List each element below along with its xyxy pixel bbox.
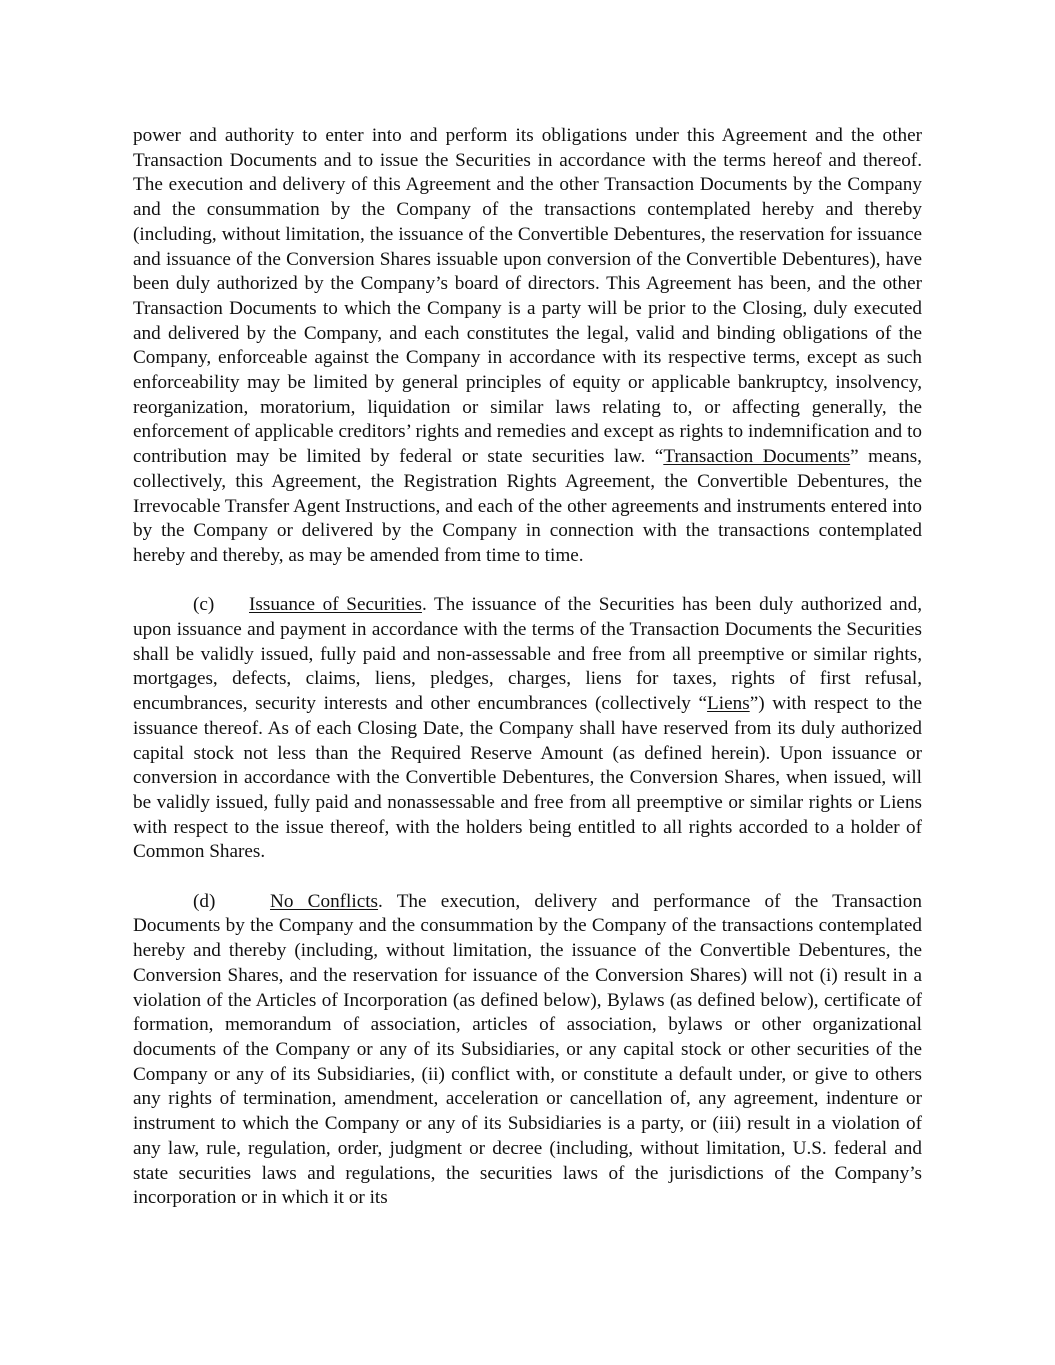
paragraph-c-issuance-of-securities (133, 593, 922, 865)
paragraph-d-no-conflicts (133, 890, 922, 1211)
paragraph-b-continued (133, 124, 922, 569)
document-page (133, 124, 922, 1211)
defined-term-transaction-documents: Transaction Documents (663, 446, 851, 468)
paragraph-text: . The execution, delivery and performance of the Transaction Documents by the Company and the consummation by the Company of the transactions contemplated hereby and thereby (including, without limitation, the issuance of the Convertible Debentures, the Conversion Shares, and the reservation for issuance of the Conversion Shares) will not (i) result in a violation of the Articles of Incorporation (as defined below), Bylaws (as defined below), certificate of formation, memorandum of association, articles of association, bylaws or other organizational documents of the Company or any of its Subsidiaries, or any capital stock or other securities of the Company or any of its Subsidiaries, (ii) conflict with, or constitute a default under, or give to others any rights of termination, amendment, acceleration or cancellation of, any agreement, indenture or instrument to which the Company or any of its Subsidiaries is a party, or (iii) result in a violation of any law, rule, regulation, order, judgment or decree (including, without limitation, U.S. federal and state securities laws and regulations, the securities laws of the jurisdictions of the Company’s incorporation or in which it or its (133, 890, 922, 1209)
defined-term-liens: Liens (707, 693, 750, 715)
paragraph-text-after: ”) with respect to the issuance thereof. As of each Closing Date, the Company shall have reserved from its duly authorized capital stock not less than the Required Reserve Amount (as defined herein). Upon issuance or conversion in accordance with the Convertible Debentures, the Conversion Shares, when issued, will be validly issued, fully paid and nonassessable and free from all preemptive or similar rights or Liens with respect to the issue thereof, with the holders being entitled to all rights accorded to a holder of Common Shares. (133, 693, 922, 863)
section-label: (d) (193, 890, 216, 912)
section-heading: Issuance of Securities (249, 594, 422, 616)
section-label: (c) (193, 594, 215, 616)
paragraph-text: power and authority to enter into and perform its obligations under this Agreement and the other Transaction Documents and to issue the Securities in accordance with the terms hereof and thereof. The execution and delivery of this Agreement and the other Transaction Documents by the Company and the consummation by the Company of the transactions contemplated hereby and thereby (including, without limitation, the issuance of the Convertible Debentures, the reservation for issuance and issuance of the Conversion Shares issuable upon conversion of the Convertible Debentures), have been duly authorized by the Company’s board of directors. This Agreement has been, and the other Transaction Documents to which the Company is a party will be prior to the Closing, duly executed and delivered by the Company, and each constitutes the legal, valid and binding obligations of the Company, enforceable against the Company in accordance with its respective terms, except as such enforceability may be limited by general principles of equity or applicable bankruptcy, insolvency, reorganization, moratorium, liquidation or similar laws relating to, or affecting generally, the enforcement of applicable creditors’ rights and remedies and except as rights to indemnification and to contribution may be limited by federal or state securities law. “ (133, 125, 922, 468)
paragraph-text-after: ” means, collectively, this Agreement, the Registration Rights Agreement, the Convertible Debentures, the Irrevocable Transfer Agent Instructions, and each of the other agreements and instruments entered into by the Company or delivered by the Company in connection with the transactions contemplated hereby and thereby, as may be amended from time to time. (133, 446, 922, 566)
section-heading: No Conflicts (270, 890, 379, 912)
paragraph-text: . The issuance of the Securities has been duly authorized and, upon issuance and payment in accordance with the terms of the Transaction Documents the Securities shall be validly issued, fully paid and non-assessable and free from all preemptive or similar rights, mortgages, defects, claims, liens, pledges, charges, liens for taxes, rights of first refusal, encumbrances, security interests and other encumbrances (collectively “ (133, 594, 922, 715)
